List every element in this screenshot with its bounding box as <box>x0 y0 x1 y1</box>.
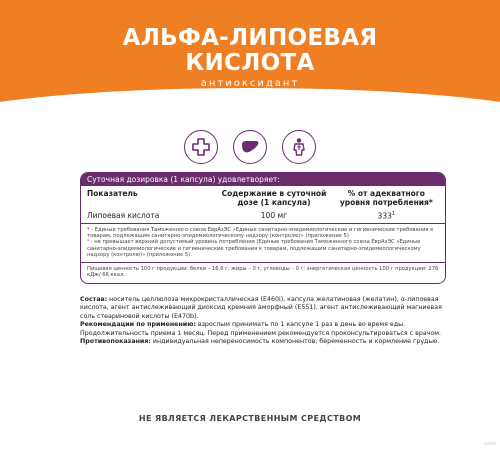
footnote-2: ¹ - не превышает верхний допустимый уровень потребления (Единые требования Таможенного союза ЕврАзЭС «Единые санитарно-эпидемиологические и гигиенические требования к товарам, подлежащим санитарно-эпидемиологическому надзору (контролю)» (приложение 5). <box>87 239 421 259</box>
footnote-1: * - Единые требования Таможенного союза ЕврАзЭС «Единые санитарно-эпидемиологические и гигиенические требования к товарам, подлежащим санитарно-эпидемиологическому надзору (контролю)» (приложение 5) <box>87 226 434 239</box>
composition-text: носитель целлюлоза микрокристаллическая (Е460i), капсула желатиновая (желатин), α-липоевая кислота, агент антислеживающий диоксид кремния аморфный (Е551), агент антислеживающий магниевая соль стеариновой кислоты (Е470b). <box>80 296 442 320</box>
watermark: ozon <box>484 441 496 447</box>
benefit-icons <box>0 130 500 164</box>
dosage-caption: Суточная дозировка (1 капсула) удовлетворяет: <box>81 173 445 186</box>
recommendations-block <box>80 321 448 338</box>
contraindications-label: Противопоказания: <box>80 338 151 346</box>
dosage-panel <box>80 172 446 284</box>
contraindications-text: индивидуальная непереносимость компонентов, беременность и кормление грудью. <box>150 338 440 346</box>
composition-label: Состав: <box>80 296 108 303</box>
nutrition-value: Пищевая ценность 100 г продукции: белки – 16,6 г, жиры – 0 г, углеводы – 0 г; энергетическая ценность 100 г продукции: 276 кДж/ 66 ккал. <box>87 265 439 278</box>
header-band <box>0 0 500 116</box>
medical-cross-icon <box>184 130 218 164</box>
title-line-1: АЛЬФА-ЛИПОЕВАЯ <box>122 25 378 51</box>
row-percent-value: 333 <box>377 211 392 221</box>
human-body-icon <box>282 130 316 164</box>
row-amount: 100 мг <box>260 211 288 220</box>
product-info <box>80 296 448 346</box>
row-percent-mark: 1 <box>391 211 396 217</box>
table-header-row <box>81 186 445 209</box>
product-title <box>0 26 500 76</box>
header-content: Содержание в суточной дозе (1 капсула) <box>221 189 327 207</box>
row-name: Липоевая кислота <box>87 211 160 220</box>
recommendations-label: Рекомендации по применению: <box>80 321 196 329</box>
product-subtitle: антиоксидант <box>200 78 300 89</box>
title-line-2: КИСЛОТА <box>185 50 315 76</box>
footnotes <box>81 224 445 263</box>
header-percent: % от адекватного уровня потребления* <box>339 189 433 207</box>
liver-icon <box>233 130 267 164</box>
recommendations-text: взрослым принимать по 1 капсуле 1 раз в день во время еды. Продолжительность приема 1 месяц. Перед применением рекомендуется проконсультироваться с врачом. <box>80 321 441 337</box>
contraindications-block <box>80 338 448 346</box>
header-curve <box>0 88 500 116</box>
composition-block <box>80 296 448 321</box>
table-row <box>81 209 445 224</box>
not-medicine-notice: НЕ ЯВЛЯЕТСЯ ЛЕКАРСТВЕННЫМ СРЕДСТВОМ <box>138 414 362 423</box>
header-indicator: Показатель <box>87 189 138 198</box>
row-percent <box>334 211 439 221</box>
